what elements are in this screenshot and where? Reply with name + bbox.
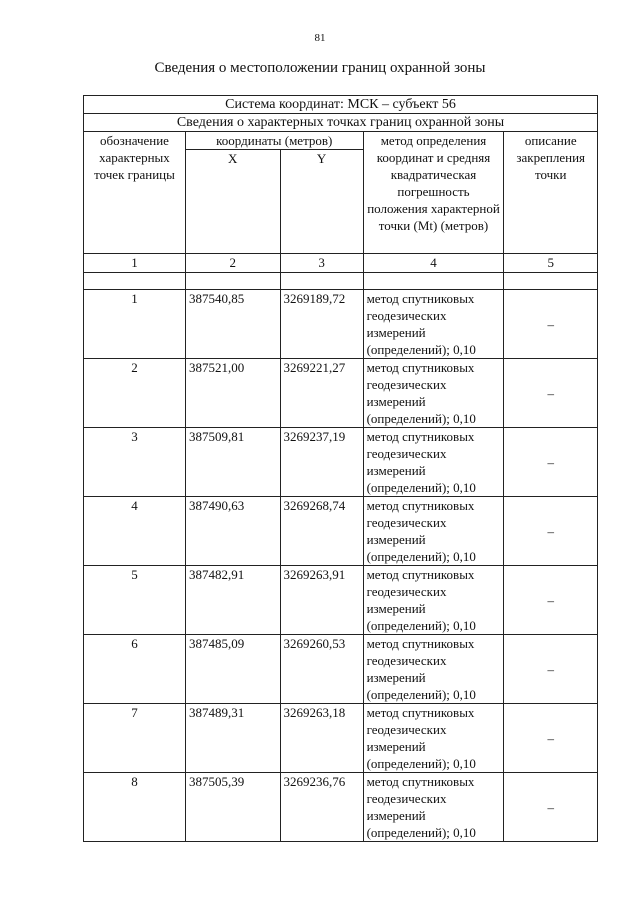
section-banner: Сведения о характерных точках границ охранной зоны: [84, 114, 598, 132]
table-row: [84, 635, 598, 704]
point-cell: 3: [84, 428, 186, 497]
x-coordinate-cell: 387485,09: [185, 635, 280, 704]
page-number: 81: [314, 32, 326, 44]
method-cell: метод спутниковых геодезических измерений (определений); 0,10: [363, 290, 504, 359]
header-point-designation: обозначение характерных точек границы: [84, 132, 186, 254]
column-number-row: [84, 254, 598, 273]
x-coordinate-cell: 387509,81: [185, 428, 280, 497]
y-coordinate-cell: 3269236,76: [280, 773, 363, 842]
spacer-row: [84, 273, 598, 290]
coordinate-system-banner: Система координат: МСК – субъект 56: [84, 96, 598, 114]
point-cell: 2: [84, 359, 186, 428]
column-number: 5: [504, 254, 598, 273]
x-coordinate-cell: 387505,39: [185, 773, 280, 842]
y-coordinate-cell: 3269263,91: [280, 566, 363, 635]
method-cell: метод спутниковых геодезических измерений (определений); 0,10: [363, 359, 504, 428]
column-number: 1: [84, 254, 186, 273]
description-cell: –: [504, 773, 598, 842]
x-coordinate-cell: 387489,31: [185, 704, 280, 773]
x-coordinate-cell: 387482,91: [185, 566, 280, 635]
point-cell: 4: [84, 497, 186, 566]
x-coordinate-cell: 387490,63: [185, 497, 280, 566]
description-cell: –: [504, 359, 598, 428]
table-body: [84, 290, 598, 842]
point-cell: 5: [84, 566, 186, 635]
page-title: Сведения о местоположении границ охранной зоны: [154, 60, 486, 76]
method-cell: метод спутниковых геодезических измерений (определений); 0,10: [363, 566, 504, 635]
point-cell: 6: [84, 635, 186, 704]
header-x: X: [185, 150, 280, 254]
description-cell: –: [504, 428, 598, 497]
table-row: [84, 290, 598, 359]
y-coordinate-cell: 3269237,19: [280, 428, 363, 497]
x-coordinate-cell: 387521,00: [185, 359, 280, 428]
header-coordinates: координаты (метров): [185, 132, 363, 150]
header-method: метод определения координат и средняя квадратическая погрешность положения характерной точки (Mt) (метров): [363, 132, 504, 254]
method-cell: метод спутниковых геодезических измерений (определений); 0,10: [363, 704, 504, 773]
y-coordinate-cell: 3269263,18: [280, 704, 363, 773]
point-cell: 1: [84, 290, 186, 359]
table-row: [84, 359, 598, 428]
table-row: [84, 773, 598, 842]
description-cell: –: [504, 566, 598, 635]
method-cell: метод спутниковых геодезических измерений (определений); 0,10: [363, 428, 504, 497]
boundary-points-table: [83, 95, 598, 842]
y-coordinate-cell: 3269268,74: [280, 497, 363, 566]
table-row: [84, 428, 598, 497]
y-coordinate-cell: 3269189,72: [280, 290, 363, 359]
method-cell: метод спутниковых геодезических измерений (определений); 0,10: [363, 497, 504, 566]
column-number: 3: [280, 254, 363, 273]
y-coordinate-cell: 3269221,27: [280, 359, 363, 428]
column-number: 2: [185, 254, 280, 273]
y-coordinate-cell: 3269260,53: [280, 635, 363, 704]
point-cell: 8: [84, 773, 186, 842]
x-coordinate-cell: 387540,85: [185, 290, 280, 359]
header-description: описание закрепления точки: [504, 132, 598, 254]
table-row: [84, 704, 598, 773]
point-cell: 7: [84, 704, 186, 773]
description-cell: –: [504, 290, 598, 359]
table-row: [84, 497, 598, 566]
method-cell: метод спутниковых геодезических измерений (определений); 0,10: [363, 635, 504, 704]
table-row: [84, 566, 598, 635]
method-cell: метод спутниковых геодезических измерений (определений); 0,10: [363, 773, 504, 842]
description-cell: –: [504, 704, 598, 773]
description-cell: –: [504, 635, 598, 704]
header-y: Y: [280, 150, 363, 254]
description-cell: –: [504, 497, 598, 566]
column-number: 4: [363, 254, 504, 273]
